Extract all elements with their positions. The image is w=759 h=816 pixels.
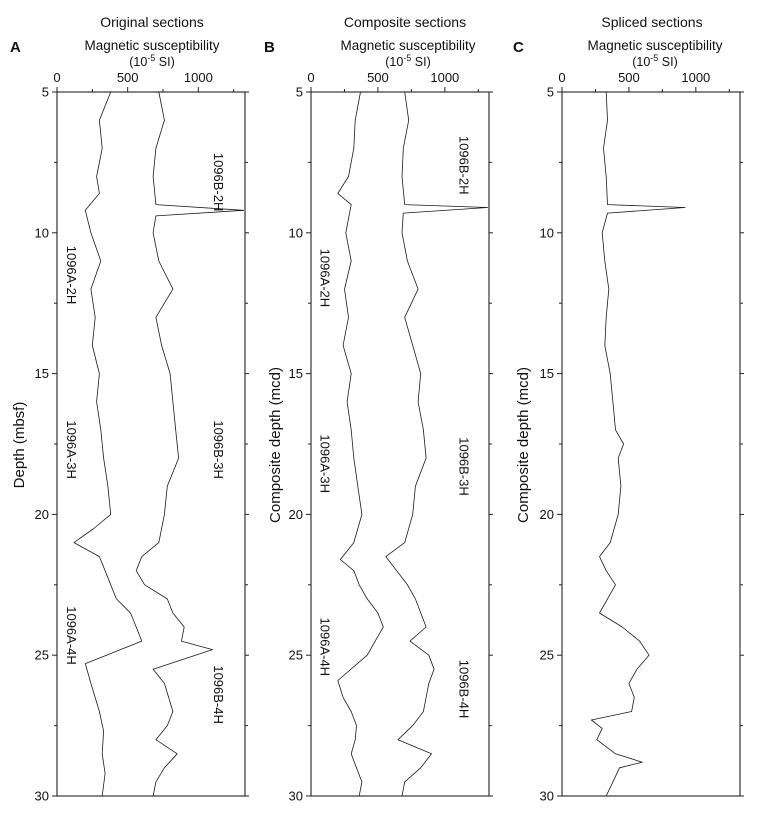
- core-label: 1096A-2H: [63, 245, 79, 305]
- y-tick-label: 10: [539, 225, 554, 241]
- series-line-splice: [591, 92, 685, 796]
- core-label: 1096A-3H: [63, 420, 79, 479]
- x-tick-label: 0: [53, 70, 61, 85]
- panel-b: [264, 14, 493, 804]
- core-label: 1096B-2H: [456, 135, 472, 195]
- y-tick-label: 30: [539, 788, 554, 804]
- core-label: 1096A-3H: [317, 434, 333, 493]
- x-axis-title: Magnetic susceptibility: [587, 38, 723, 53]
- panel-title: Original sections: [100, 14, 204, 30]
- core-label: 1096B-4H: [210, 665, 226, 724]
- panel-c: [513, 14, 744, 804]
- y-tick-label: 10: [34, 225, 49, 241]
- x-axis-title: Magnetic susceptibility: [340, 38, 476, 53]
- plot-frame: [562, 92, 740, 796]
- y-tick-label: 30: [288, 788, 303, 804]
- x-axis-unit: ($10^{-5}$ SI): [385, 53, 431, 69]
- y-tick-label: 15: [288, 366, 303, 382]
- panel-letter: A: [10, 39, 21, 56]
- core-label: 1096B-3H: [456, 437, 472, 496]
- y-tick-label: 15: [34, 366, 49, 382]
- y-tick-label: 20: [34, 506, 49, 522]
- y-tick-label: 5: [41, 84, 49, 100]
- y-axis-title: Composite depth (mcd): [267, 367, 284, 523]
- y-tick-label: 5: [546, 84, 554, 100]
- x-tick-label: 1000: [183, 70, 213, 85]
- x-tick-label: 500: [116, 70, 139, 85]
- x-axis-unit: ($10^{-5}$ SI): [632, 53, 678, 69]
- x-axis-unit: ($10^{-5}$ SI): [129, 53, 175, 69]
- y-tick-label: 20: [539, 506, 554, 522]
- x-tick-label: 1000: [430, 70, 460, 85]
- y-tick-label: 25: [34, 647, 49, 663]
- core-label: 1096A-4H: [317, 617, 333, 677]
- y-tick-label: 10: [288, 225, 303, 241]
- panel-title: Spliced sections: [601, 14, 703, 30]
- core-label: 1096B-2H: [210, 152, 226, 212]
- panel-a: [10, 14, 249, 804]
- panel-letter: B: [264, 39, 275, 56]
- core-label: 1096B-4H: [456, 659, 472, 719]
- series-line-1096a: [74, 92, 142, 796]
- core-label: 1096B-3H: [210, 420, 226, 479]
- y-tick-label: 30: [34, 788, 49, 804]
- core-label: 1096A-2H: [317, 248, 333, 308]
- y-tick-label: 15: [539, 366, 554, 382]
- y-axis-title: Composite depth (mcd): [515, 367, 532, 523]
- core-label: 1096A-4H: [63, 606, 79, 665]
- series-line-1096a: [338, 92, 384, 796]
- y-axis-title: Depth (mbsf): [11, 401, 28, 489]
- y-tick-label: 5: [295, 84, 303, 100]
- panel-title: Composite sections: [343, 14, 467, 30]
- y-tick-label: 25: [539, 647, 554, 663]
- y-tick-label: 20: [288, 506, 303, 522]
- x-tick-label: 0: [558, 70, 566, 85]
- x-tick-label: 500: [618, 70, 640, 85]
- series-line-1096b: [136, 92, 243, 796]
- x-tick-label: 500: [367, 70, 389, 85]
- x-tick-label: 0: [307, 70, 315, 85]
- x-tick-label: 1000: [681, 70, 711, 85]
- panel-letter: C: [513, 39, 524, 56]
- x-axis-title: Magnetic susceptibility: [84, 38, 220, 53]
- y-tick-label: 25: [288, 647, 303, 663]
